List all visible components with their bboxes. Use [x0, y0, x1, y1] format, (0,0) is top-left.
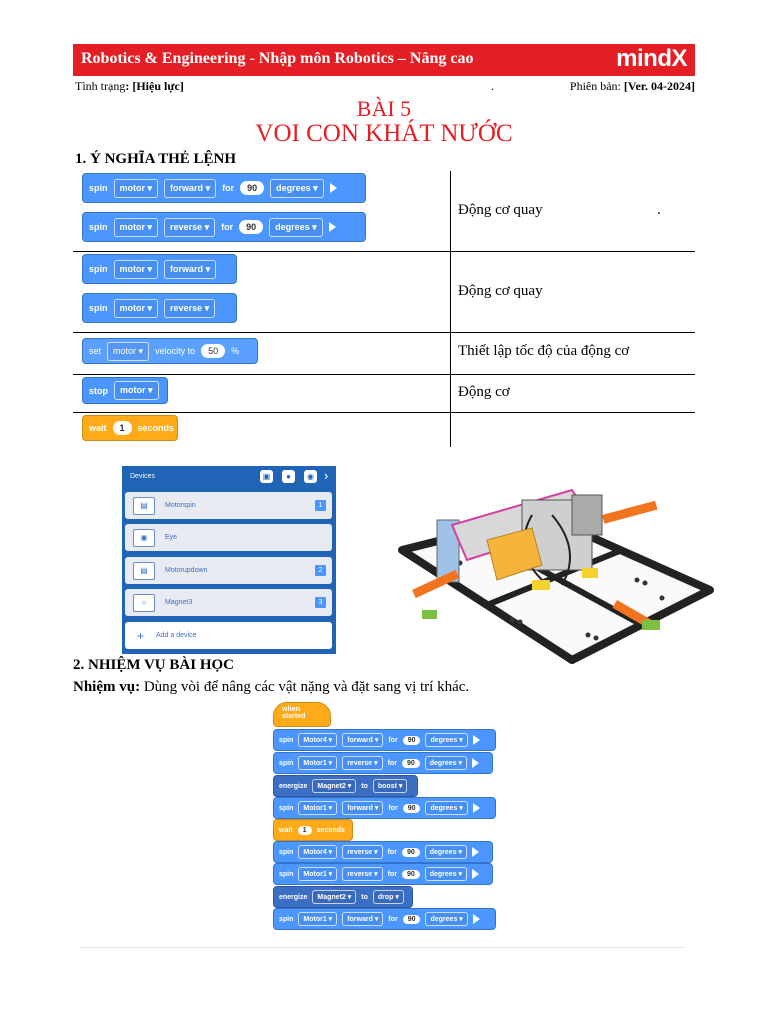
- block-number: 90: [402, 870, 420, 879]
- device-item[interactable]: [125, 589, 332, 616]
- add-device-button[interactable]: [125, 622, 332, 649]
- status-line: [75, 79, 184, 94]
- block-word: spin: [89, 264, 108, 274]
- block-dropdown: degrees ▾: [270, 179, 324, 198]
- device-item[interactable]: [125, 557, 332, 584]
- add-device-label: Add a device: [156, 632, 197, 639]
- brain-icon[interactable]: ▣: [260, 470, 273, 483]
- block-word: for: [387, 759, 397, 767]
- spin-reverse-block: [82, 293, 237, 323]
- block-word: stop: [89, 385, 108, 396]
- block-dropdown: reverse ▾: [342, 845, 382, 859]
- run-icon: [473, 914, 480, 924]
- table-rule: [73, 251, 695, 252]
- spin-reverse-degrees-block: [82, 212, 366, 242]
- block-dropdown: Motor4 ▾: [298, 733, 337, 747]
- run-icon: [329, 222, 336, 232]
- when-started-block: when started: [273, 702, 331, 727]
- task-text: Dùng vòi để nâng các vật nặng và đặt sang vị trí khác.: [140, 679, 470, 695]
- table-rule: [73, 332, 695, 333]
- block-word: for: [388, 915, 398, 923]
- stop-motor-block: [82, 377, 168, 404]
- block-word: spin: [89, 183, 108, 193]
- controller-icon[interactable]: ◉: [304, 470, 317, 483]
- run-icon: [472, 758, 479, 768]
- drivetrain-icon[interactable]: ●: [282, 470, 295, 483]
- eye-sensor-icon: ◉: [133, 529, 155, 547]
- block-dropdown: Motor1 ▾: [298, 756, 337, 770]
- program-step: [273, 908, 496, 930]
- table-row-1-trailing: .: [657, 202, 661, 218]
- block-number: 1: [298, 826, 312, 835]
- set-velocity-block: [82, 338, 258, 364]
- device-port: 2: [315, 565, 326, 576]
- block-word: seconds: [137, 423, 175, 433]
- block-word: spin: [279, 759, 294, 767]
- block-dropdown: reverse ▾: [342, 756, 382, 770]
- block-word: to: [361, 893, 368, 901]
- block-word: spin: [279, 804, 294, 812]
- block-number: 90: [403, 915, 421, 924]
- block-word: for: [222, 183, 235, 193]
- block-dropdown: degrees ▾: [425, 733, 467, 747]
- block-word: for: [388, 804, 398, 812]
- document-header-bar: [73, 44, 695, 76]
- devices-title: Devices: [130, 473, 155, 480]
- block-number: 90: [402, 759, 420, 768]
- run-icon: [472, 847, 479, 857]
- run-icon: [472, 869, 479, 879]
- block-dropdown: Motor1 ▾: [298, 912, 337, 926]
- spin-forward-degrees-block: [82, 173, 366, 203]
- block-word: for: [221, 222, 234, 232]
- block-word: for: [387, 848, 397, 856]
- device-name: Motorspin: [165, 502, 196, 509]
- block-number: 90: [239, 220, 263, 234]
- plus-icon: +: [137, 628, 145, 643]
- run-icon: [473, 803, 480, 813]
- block-word: to: [361, 782, 368, 790]
- block-dropdown: drop ▾: [373, 890, 404, 904]
- section-1-title: 1. Ý NGHĨA THẺ LỆNH: [75, 151, 237, 167]
- block-dropdown: motor ▾: [114, 179, 159, 198]
- block-dropdown: Motor4 ▾: [298, 845, 337, 859]
- lesson-title: VOI CON KHÁT NƯỚC: [255, 120, 513, 147]
- block-word: spin: [89, 222, 108, 232]
- block-word: energize: [279, 782, 308, 790]
- header-dot: .: [491, 79, 494, 93]
- lesson-number: BÀI 5: [356, 96, 412, 121]
- block-dropdown: degrees ▾: [269, 218, 323, 237]
- block-dropdown: motor ▾: [114, 381, 159, 400]
- block-word: spin: [279, 915, 294, 923]
- run-icon: [473, 735, 480, 745]
- course-title: Robotics & Engineering - Nhập môn Robotics – Nâng cao: [81, 50, 474, 67]
- motor-icon: ▤: [133, 497, 155, 515]
- mindx-logo: mindX: [616, 45, 687, 72]
- block-word: set: [89, 346, 102, 356]
- wait-seconds-block: [82, 415, 178, 441]
- block-number: 1: [113, 421, 132, 435]
- device-item[interactable]: [125, 492, 332, 519]
- block-dropdown: motor ▾: [107, 342, 149, 361]
- block-dropdown: motor ▾: [114, 299, 159, 318]
- block-word: spin: [89, 303, 108, 313]
- spin-forward-block: [82, 254, 237, 284]
- magnet-icon: ○: [133, 594, 155, 612]
- footer-divider: [80, 947, 686, 948]
- block-dropdown: forward ▾: [164, 260, 216, 279]
- program-step: [273, 729, 496, 751]
- block-word: for: [388, 736, 398, 744]
- block-word: for: [387, 870, 397, 878]
- block-dropdown: forward ▾: [342, 912, 383, 926]
- table-row-3-description: Thiết lập tốc độ của động cơ: [458, 343, 630, 359]
- status-label: Tình trạng: [75, 79, 126, 93]
- block-dropdown: forward ▾: [342, 733, 383, 747]
- block-dropdown: degrees ▾: [425, 912, 467, 926]
- block-dropdown: motor ▾: [114, 260, 159, 279]
- table-row-2-description: Động cơ quay: [458, 283, 543, 299]
- block-word: energize: [279, 893, 308, 901]
- block-number: 90: [403, 736, 421, 745]
- device-port: 3: [315, 597, 326, 608]
- block-word: wait: [279, 826, 293, 834]
- program-step: [273, 863, 493, 885]
- program-step: [273, 752, 493, 774]
- block-word: wait: [89, 423, 107, 433]
- program-step: [273, 886, 413, 908]
- device-name: Motorupdown: [165, 567, 208, 574]
- status-value: : [Hiệu lực]: [125, 79, 184, 93]
- chevron-right-icon[interactable]: ›: [324, 468, 329, 483]
- devices-panel: [122, 466, 336, 654]
- table-row-1-description: Động cơ quay: [458, 202, 543, 218]
- block-dropdown: reverse ▾: [164, 299, 215, 318]
- version-line: [570, 79, 695, 94]
- block-dropdown: degrees ▾: [425, 845, 467, 859]
- device-name: Magnet3: [165, 599, 193, 606]
- table-row-4-description: Động cơ: [458, 384, 510, 400]
- block-word: velocity to: [155, 346, 196, 356]
- section-2-title: 2. NHIỆM VỤ BÀI HỌC: [73, 657, 234, 673]
- block-dropdown: reverse ▾: [164, 218, 215, 237]
- block-word: seconds: [316, 826, 345, 834]
- devices-panel-header: [122, 466, 336, 488]
- block-dropdown: reverse ▾: [342, 867, 382, 881]
- block-dropdown: degrees ▾: [425, 867, 467, 881]
- program-step: [273, 819, 353, 841]
- block-dropdown: Motor1 ▾: [298, 801, 337, 815]
- block-dropdown: boost ▾: [373, 779, 408, 793]
- block-dropdown: Magnet2 ▾: [312, 890, 356, 904]
- device-port: 1: [315, 500, 326, 511]
- block-dropdown: Magnet2 ▾: [312, 779, 356, 793]
- device-item[interactable]: [125, 524, 332, 551]
- block-dropdown: Motor1 ▾: [298, 867, 337, 881]
- version-value: [Ver. 04-2024]: [623, 79, 695, 93]
- robot-elephant-image: [392, 470, 714, 666]
- table-divider: [450, 171, 451, 447]
- block-dropdown: degrees ▾: [425, 801, 467, 815]
- run-icon: [330, 183, 337, 193]
- block-dropdown: motor ▾: [114, 218, 159, 237]
- task-paragraph: [73, 679, 469, 696]
- table-rule: [73, 374, 695, 375]
- block-word: spin: [279, 848, 294, 856]
- block-number: 90: [240, 181, 264, 195]
- block-number: 90: [403, 804, 421, 813]
- block-dropdown: forward ▾: [342, 801, 383, 815]
- program-step: [273, 841, 493, 863]
- block-number: 90: [402, 848, 420, 857]
- block-number: 50: [201, 344, 225, 358]
- table-rule: [73, 412, 695, 413]
- motor-icon: ▤: [133, 562, 155, 580]
- device-name: Eye: [165, 534, 178, 541]
- block-dropdown: degrees ▾: [425, 756, 467, 770]
- task-label: Nhiệm vụ:: [73, 679, 141, 695]
- block-word: spin: [279, 870, 294, 878]
- program-step: [273, 775, 418, 797]
- version-label: Phiên bản:: [569, 79, 624, 93]
- program-step: [273, 797, 496, 819]
- block-dropdown: forward ▾: [164, 179, 216, 198]
- block-word: %: [231, 346, 240, 356]
- block-word: spin: [279, 736, 294, 744]
